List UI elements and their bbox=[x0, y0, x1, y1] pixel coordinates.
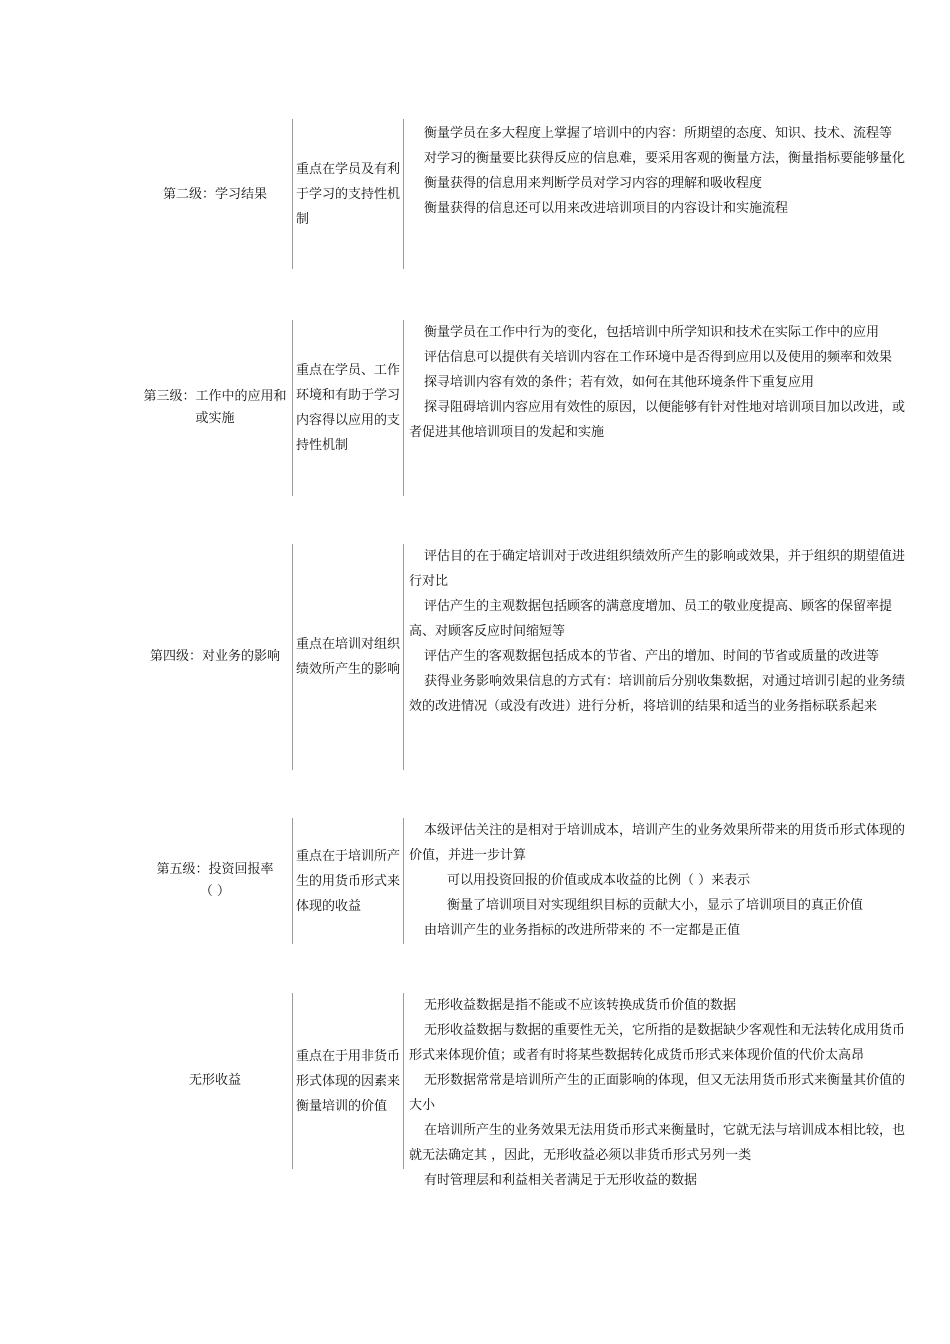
list-item: 衡量了培训项目对实现组织目标的贡献大小，显示了培训项目的真正价值 bbox=[447, 898, 864, 913]
focus-cell: 重点在学员、工作环境和有助于学习内容得以应用的支持性机制 bbox=[292, 320, 404, 496]
list-item: 探寻阻碍培训内容应用有效性的原因，以便能够有针对性地对培训项目加以改进，或者促进其他培训项目的发起和实施 bbox=[409, 400, 906, 440]
list-item: 获得业务影响效果信息的方式有：培训前后分别收集数据，对通过培训引起的业务绩效的改进情况（或没有改进）进行分析，将培训的结果和适当的业务指标联系起来 bbox=[409, 674, 906, 714]
list-item: 无形收益数据是指不能或不应该转换成货币价值的数据 bbox=[424, 998, 737, 1013]
level-label: 第三级：工作中的应用和 或实施 bbox=[143, 389, 287, 426]
focus-cell: 重点在于培训所产生的用货币形式来体现的收益 bbox=[292, 818, 404, 944]
list-item: 本级评估关注的是相对于培训成本，培训产生的业务效果所带来的用货币形式体现的价值，并进一步计算 bbox=[409, 823, 906, 863]
list-item: 衡量学员在多大程度上掌握了培训中的内容：所期望的态度、知识、技术、流程等 bbox=[424, 126, 893, 141]
points-cell bbox=[409, 993, 915, 1193]
list-item: 对学习的衡量要比获得反应的信息难，要采用客观的衡量方法，衡量指标要能够量化 bbox=[424, 151, 906, 166]
level-label: 第二级：学习结果 bbox=[162, 187, 267, 202]
list-item: 评估目的在于确定培训对于改进组织绩效所产生的影响或效果，并于组织的期望值进行对比 bbox=[409, 549, 906, 589]
level-label: 第四级：对业务的影响 bbox=[149, 649, 280, 664]
points-cell bbox=[409, 320, 915, 445]
list-item: 评估信息可以提供有关培训内容在工作环境中是否得到应用以及使用的频率和效果 bbox=[424, 350, 893, 365]
points-cell bbox=[409, 544, 915, 719]
list-item: 无形数据常常是培训所产生的正面影响的体现，但又无法用货币形式来衡量其价值的大小 bbox=[409, 1073, 906, 1113]
level-label: 无形收益 bbox=[188, 1073, 241, 1088]
list-item: 评估产生的客观数据包括成本的节省、产出的增加、时间的节省或质量的改进等 bbox=[424, 649, 880, 664]
list-item: 有时管理层和利益相关者满足于无形收益的数据 bbox=[424, 1173, 698, 1188]
list-item: 衡量获得的信息还可以用来改进培训项目的内容设计和实施流程 bbox=[424, 201, 789, 216]
list-item: 衡量获得的信息用来判断学员对学习内容的理解和吸收程度 bbox=[424, 176, 763, 191]
list-item: 探寻培训内容有效的条件；若有效，如何在其他环境条件下重复应用 bbox=[424, 375, 815, 390]
list-item: 无形收益数据与数据的重要性无关，它所指的是数据缺少客观性和无法转化成用货币形式来体现价值；或者有时将某些数据转化成货币形式来体现价值的代价太高昂 bbox=[409, 1023, 906, 1063]
focus-cell: 重点在于用非货币形式体现的因素来衡量培训的价值 bbox=[292, 993, 404, 1169]
list-item: 在培训所产生的业务效果无法用货币形式来衡量时，它就无法与培训成本相比较，也就无法确定其 ，因此，无形收益必须以非货币形式另列一类 bbox=[409, 1123, 906, 1163]
level-label: 第五级：投资回报率 （ ） bbox=[156, 862, 274, 899]
points-cell bbox=[409, 121, 915, 221]
list-item: 衡量学员在工作中行为的变化，包括培训中所学知识和技术在实际工作中的应用 bbox=[424, 325, 880, 340]
focus-cell: 重点在学员及有利于学习的支持性机制 bbox=[292, 119, 404, 269]
points-cell bbox=[409, 818, 915, 943]
list-item: 评估产生的主观数据包括顾客的满意度增加、员工的敬业度提高、顾客的保留率提高、对顾客反应时间缩短等 bbox=[409, 599, 893, 639]
list-item: 由培训产生的业务指标的改进所带来的 不一定都是正值 bbox=[424, 923, 741, 938]
list-item: 可以用投资回报的价值或成本收益的比例（ ）来表示 bbox=[447, 873, 751, 888]
focus-cell: 重点在培训对组织绩效所产生的影响 bbox=[292, 544, 404, 770]
